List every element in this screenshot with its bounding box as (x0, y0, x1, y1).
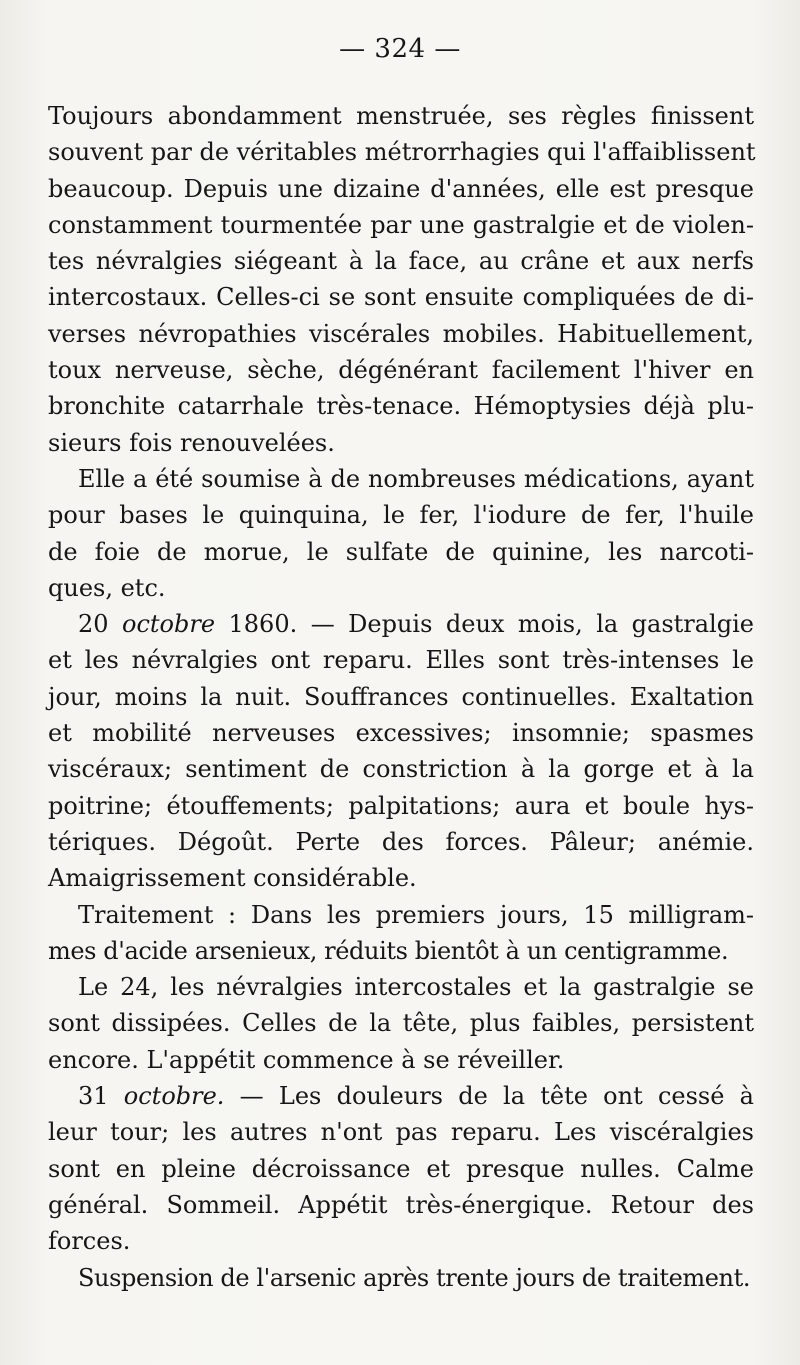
text-line: Suspension de l'arsenic après trente jours de traitement. (78, 1263, 751, 1292)
text-line: de foie de morue, le sulfate de quinine, les narcoti- (48, 537, 754, 566)
text-line: bronchite catarrhale très-tenace. Hémoptysies déjà plu- (48, 392, 754, 421)
text-line: souvent par de véritables métrorrhagies qui l'affaiblissent (48, 138, 756, 167)
body-text (48, 98, 754, 1296)
text-line: viscéraux; sentiment de constriction à la gorge et à la (48, 755, 754, 784)
date-day: 31 (78, 1082, 109, 1111)
text-line: leur tour; les autres n'ont pas reparu. Les viscéralgies (48, 1118, 754, 1147)
text-line: Toujours abondamment menstruée, ses règles finissent (48, 102, 754, 130)
date-month: octobre. (123, 1082, 225, 1111)
text-line: pour bases le quinquina, le fer, l'iodure de fer, l'huile (48, 501, 754, 530)
text-line: et les névralgies ont reparu. Elles sont très-intenses le (48, 646, 754, 675)
text-line: tes névralgies siégeant à la face, au crâne et aux nerfs (48, 247, 754, 276)
text-line: et mobilité nerveuses excessives; insomnie; spasmes (48, 719, 754, 748)
text-line: sont en pleine décroissance et presque nulles. Calme (48, 1154, 754, 1183)
date-month: octobre (122, 610, 216, 639)
paragraph (48, 1260, 754, 1296)
text-line-rest: 1860. — Depuis deux mois, la gastralgie (228, 610, 754, 639)
text-line: encore. L'appétit commence à se réveiller. (48, 1045, 565, 1074)
text-line: intercostaux. Celles-ci se sont ensuite compliquées de di- (48, 283, 754, 312)
text-line: ques, etc. (48, 573, 166, 602)
text-line: Elle a été soumise à de nombreuses médications, ayant (78, 464, 754, 493)
text-line: Traitement : Dans les premiers jours, 15 milligram- (78, 900, 754, 929)
text-line: tériques. Dégoût. Perte des forces. Pâleur; anémie. (48, 827, 754, 856)
text-line: sont dissipées. Celles de la tête, plus faibles, persistent (48, 1009, 754, 1038)
text-line: jour, moins la nuit. Souffrances continuelles. Exaltation (48, 682, 754, 711)
paragraph (48, 969, 754, 1078)
paragraph (48, 461, 754, 606)
text-line: Amaigrissement considérable. (48, 864, 417, 893)
text-line: constamment tourmentée par une gastralgie et de violen- (48, 210, 754, 239)
text-line-rest: — Les douleurs de la tête ont cessé à (239, 1082, 754, 1111)
date-day: 20 (78, 610, 109, 639)
text-line: mes d'acide arsenieux, réduits bientôt à un centigramme. (48, 936, 729, 965)
text-line: Le 24, les névralgies intercostales et la gastralgie se (78, 973, 754, 1002)
text-line: beaucoup. Depuis une dizaine d'années, elle est presque (48, 174, 754, 203)
paragraph (48, 1078, 754, 1259)
page-number: — 324 — (339, 34, 461, 64)
paragraph (48, 897, 754, 970)
paragraph (48, 606, 754, 896)
text-line: forces. (48, 1227, 131, 1256)
text-line: poitrine; étouffements; palpitations; aura et boule hys- (48, 791, 754, 820)
dated-line (48, 1078, 754, 1114)
text-line: verses névropathies viscérales mobiles. Habituellement, (48, 319, 754, 348)
paragraph (48, 98, 754, 461)
text-line: toux nerveuse, sèche, dégénérant facilement l'hiver en (48, 356, 754, 385)
text-line: général. Sommeil. Appétit très-énergique. Retour des (48, 1190, 754, 1219)
dated-line (48, 606, 754, 642)
text-line: sieurs fois renouvelées. (48, 428, 335, 457)
